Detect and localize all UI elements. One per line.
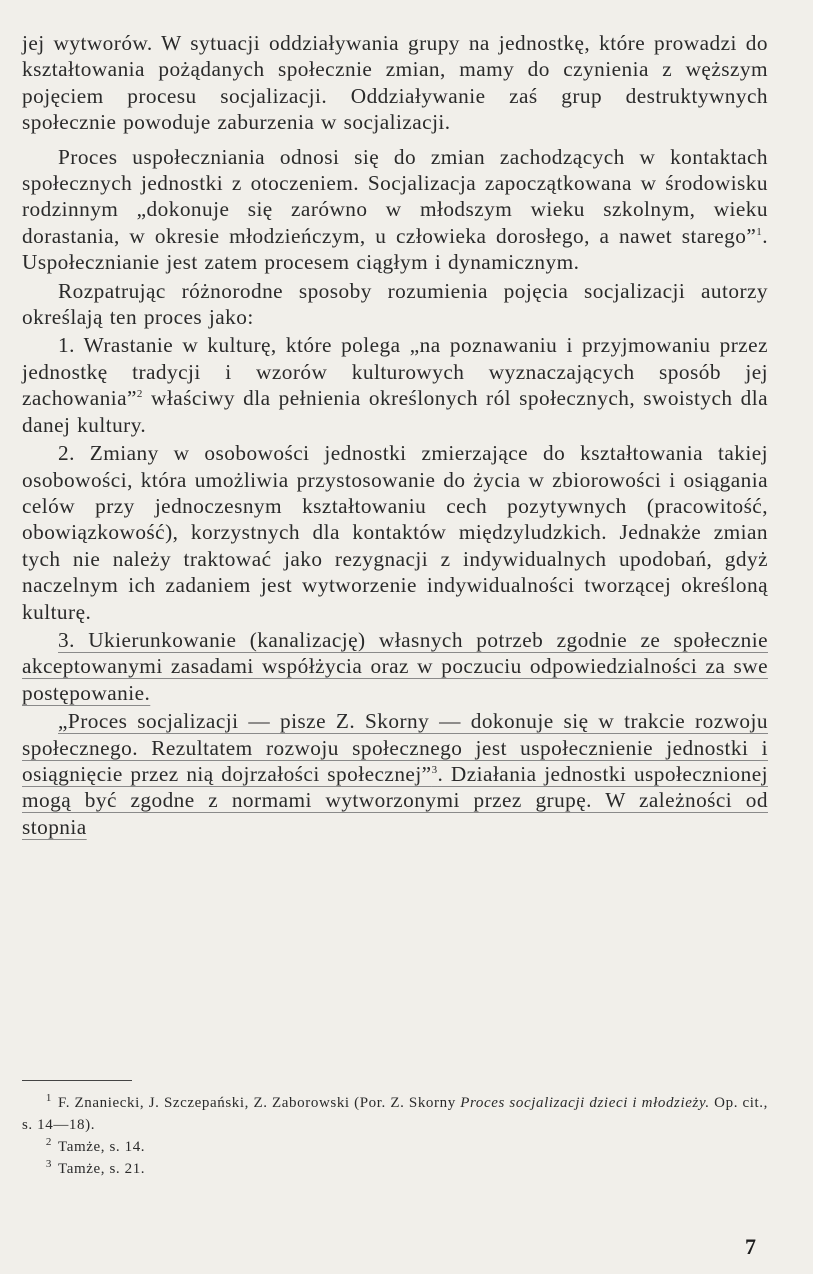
footnote-ref-1: 1: [756, 225, 763, 238]
footnote-2: $^2$ Tamże, s. 14.: [45, 1136, 146, 1155]
list-item-1: 1. Wrastanie w kulturę, które polega „na poznawaniu i przyjmowaniu przez jednostkę tradycji i wzorów kulturowych wyznaczających sposób jej zachowania”$^2$ właściwy dla pełnienia określonych ról społecznych, swoistych dla danej kultury.: [22, 333, 768, 437]
footnote-ref-2: 2: [136, 388, 143, 401]
paragraph-quote: „Proces socjalizacji — pisze Z. Skorny — dokonuje się w trakcie rozwoju społecznego. Rezultatem rozwoju społecznego jest uspołecznienie jednostki i osiągnięcie przez nią dojrzałości społecznej”$^3$. Działania jednostki uspołecznionej mogą być zgodne z normami wytworzonymi przez grupę. W zależności od stopnia: [22, 709, 768, 839]
footnote-divider: [22, 1080, 132, 1081]
paragraph-1: jej wytworów. W sytuacji oddziaływania grupy na jednostkę, które prowadzi do kształtowania pożądanych społecznie zmian, mamy do czynienia z węższym pojęciem procesu socjalizacji. Oddziaływanie zaś grup destruktywnych społecznie powoduje zaburzenia w socjalizacji.: [22, 31, 768, 135]
paragraph-3: Rozpatrując różnorodne sposoby rozumienia pojęcia socjalizacji autorzy określają ten proces jako:: [22, 278, 768, 330]
list-item-2: 2. Zmiany w osobowości jednostki zmierzające do kształtowania takiej osobowości, która umożliwia przystosowanie do życia w zbiorowości i osiągania celów przy jednoczesnym kształtowaniu cech pozytywnych (pracowitość, obowiązkowość), korzystnych dla kontaktów międzyludzkich. Jednakże zmian tych nie należy traktować jako rezygnacji z indywidualnych upodobań, gdyż naczelnym ich zadaniem jest wytworzenie indywidualności tworzącej określoną kulturę.: [22, 441, 768, 624]
paragraph-2: Proces uspołeczniania odnosi się do zmian zachodzących w kontaktach społecznych jednostki z otoczeniem. Socjalizacja zapoczątkowana w środowisku rodzinnym „dokonuje się zarówno w młodszym wieku szkolnym, wieku dorastania, w okresie młodzieńczym, u człowieka dorosłego, a nawet starego”$^1$. Uspołecznianie jest zatem procesem ciągłym i dynamicznym.: [22, 144, 768, 275]
footnote-3: $^3$ Tamże, s. 21.: [45, 1158, 146, 1177]
body-text: [22, 30, 768, 840]
footnotes: [22, 1092, 768, 1180]
footnote-1: $^1$ F. Znaniecki, J. Szczepański, Z. Zaborowski (Por. Z. Skorny Proces socjalizacji dzieci i młodzieży. Op. cit., s. 14—18).: [22, 1092, 769, 1133]
footnote-ref-3: 3: [431, 763, 438, 776]
page-number: 7: [745, 1234, 756, 1259]
list-item-3: 3. Ukierunkowanie (kanalizację) własnych potrzeb zgodnie ze społecznie akceptowanymi zasadami współżycia oraz w poczuciu odpowiedzialności za swe postępowanie.: [22, 627, 768, 705]
